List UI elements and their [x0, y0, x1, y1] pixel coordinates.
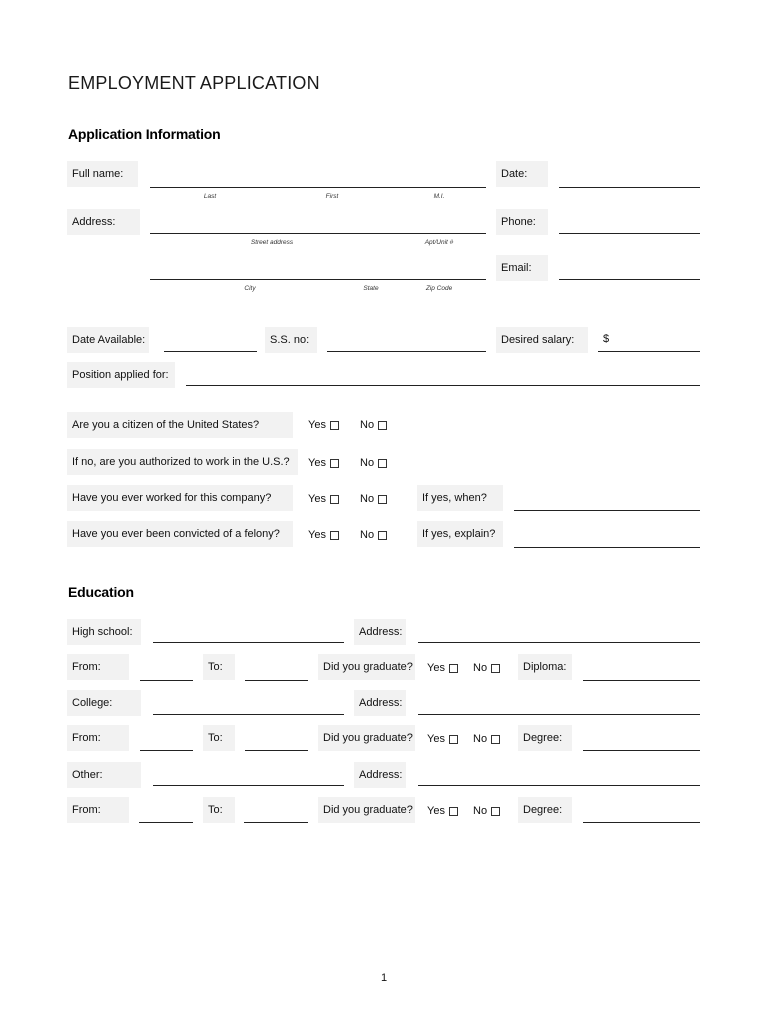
worked-here-question: Have you ever worked for this company?	[67, 485, 293, 511]
high-school-graduate-label: Did you graduate?	[318, 654, 415, 680]
other-graduate-label: Did you graduate?	[318, 797, 415, 823]
other-address-label: Address:	[354, 762, 406, 788]
page-title: EMPLOYMENT APPLICATION	[68, 73, 320, 93]
full-name-field[interactable]	[150, 187, 486, 188]
other-address-field[interactable]	[418, 785, 700, 786]
other-graduate-no[interactable]	[473, 804, 500, 818]
no-text: No	[360, 457, 375, 469]
other-from-label: From:	[67, 797, 129, 823]
yes-text: Yes	[308, 457, 326, 469]
date-available-field[interactable]	[164, 351, 257, 352]
desired-salary-field[interactable]	[598, 351, 700, 352]
no-text: No	[360, 529, 375, 541]
no-text: No	[473, 733, 488, 745]
city-caption: City	[244, 285, 256, 292]
currency-symbol: $	[603, 333, 610, 345]
ssn-field[interactable]	[327, 351, 486, 352]
full-name-label: Full name:	[67, 161, 138, 187]
yes-text: Yes	[308, 493, 326, 505]
checkbox-icon[interactable]	[330, 531, 339, 540]
felony-question: Have you ever been convicted of a felony?	[67, 521, 293, 547]
date-label: Date:	[496, 161, 548, 187]
high-school-to-field[interactable]	[245, 680, 308, 681]
other-school-label: Other:	[67, 762, 141, 788]
state-caption: State	[363, 285, 379, 292]
other-to-label: To:	[203, 797, 235, 823]
college-address-field[interactable]	[418, 714, 700, 715]
worked-no-option[interactable]	[360, 492, 387, 506]
checkbox-icon[interactable]	[449, 664, 458, 673]
checkbox-icon[interactable]	[491, 735, 500, 744]
college-graduate-no[interactable]	[473, 732, 500, 746]
citizen-yes-option[interactable]	[308, 418, 339, 432]
page-number: 1	[380, 972, 388, 984]
checkbox-icon[interactable]	[378, 495, 387, 504]
checkbox-icon[interactable]	[378, 459, 387, 468]
section-title-education: Education	[68, 584, 134, 600]
last-name-caption: Last	[203, 193, 217, 200]
college-field[interactable]	[153, 714, 344, 715]
felony-no-option[interactable]	[360, 528, 387, 542]
college-graduate-yes[interactable]	[427, 732, 458, 746]
no-text: No	[360, 493, 375, 505]
authorized-yes-option[interactable]	[308, 456, 339, 470]
street-address-field[interactable]	[150, 233, 486, 234]
diploma-label: Diploma:	[518, 654, 572, 680]
college-to-field[interactable]	[245, 750, 308, 751]
if-yes-when-field[interactable]	[514, 510, 700, 511]
worked-yes-option[interactable]	[308, 492, 339, 506]
checkbox-icon[interactable]	[378, 531, 387, 540]
section-title-application: Application Information	[68, 126, 221, 142]
other-school-field[interactable]	[153, 785, 344, 786]
position-label: Position applied for:	[67, 362, 175, 388]
yes-text: Yes	[427, 733, 445, 745]
date-available-label: Date Available:	[67, 327, 149, 353]
position-field[interactable]	[186, 385, 700, 386]
first-name-caption: First	[325, 193, 339, 200]
checkbox-icon[interactable]	[449, 807, 458, 816]
apt-unit-caption: Apt/Unit #	[424, 239, 454, 246]
college-from-field[interactable]	[140, 750, 193, 751]
phone-field[interactable]	[559, 233, 700, 234]
high-school-graduate-yes[interactable]	[427, 661, 458, 675]
no-text: No	[473, 662, 488, 674]
checkbox-icon[interactable]	[491, 807, 500, 816]
checkbox-icon[interactable]	[330, 495, 339, 504]
felony-yes-option[interactable]	[308, 528, 339, 542]
address-label: Address:	[67, 209, 140, 235]
authorized-no-option[interactable]	[360, 456, 387, 470]
yes-text: Yes	[427, 805, 445, 817]
citizen-question: Are you a citizen of the United States?	[67, 412, 293, 438]
authorized-question: If no, are you authorized to work in the U.S.?	[67, 449, 298, 475]
other-from-field[interactable]	[139, 822, 193, 823]
college-degree-field[interactable]	[583, 750, 700, 751]
college-to-label: To:	[203, 725, 235, 751]
high-school-from-label: From:	[67, 654, 129, 680]
ssn-label: S.S. no:	[265, 327, 317, 353]
high-school-label: High school:	[67, 619, 141, 645]
street-address-caption: Street address	[250, 239, 294, 246]
other-to-field[interactable]	[244, 822, 308, 823]
city-state-zip-field[interactable]	[150, 279, 486, 280]
citizen-no-option[interactable]	[360, 418, 387, 432]
checkbox-icon[interactable]	[330, 421, 339, 430]
date-field[interactable]	[559, 187, 700, 188]
no-text: No	[473, 805, 488, 817]
college-graduate-label: Did you graduate?	[318, 725, 415, 751]
middle-initial-caption: M.I.	[433, 193, 445, 200]
no-text: No	[360, 419, 375, 431]
if-yes-explain-field[interactable]	[514, 547, 700, 548]
high-school-field[interactable]	[153, 642, 344, 643]
desired-salary-label: Desired salary:	[496, 327, 588, 353]
yes-text: Yes	[427, 662, 445, 674]
checkbox-icon[interactable]	[330, 459, 339, 468]
checkbox-icon[interactable]	[378, 421, 387, 430]
email-field[interactable]	[559, 279, 700, 280]
checkbox-icon[interactable]	[449, 735, 458, 744]
high-school-graduate-no[interactable]	[473, 661, 500, 675]
checkbox-icon[interactable]	[491, 664, 500, 673]
diploma-field[interactable]	[583, 680, 700, 681]
yes-text: Yes	[308, 419, 326, 431]
high-school-from-field[interactable]	[140, 680, 193, 681]
other-graduate-yes[interactable]	[427, 804, 458, 818]
high-school-to-label: To:	[203, 654, 235, 680]
other-degree-label: Degree:	[518, 797, 572, 823]
college-degree-label: Degree:	[518, 725, 572, 751]
yes-text: Yes	[308, 529, 326, 541]
other-degree-field[interactable]	[583, 822, 700, 823]
high-school-address-field[interactable]	[418, 642, 700, 643]
high-school-address-label: Address:	[354, 619, 406, 645]
phone-label: Phone:	[496, 209, 548, 235]
college-address-label: Address:	[354, 690, 406, 716]
if-yes-when-label: If yes, when?	[417, 485, 503, 511]
college-from-label: From:	[67, 725, 129, 751]
college-label: College:	[67, 690, 141, 716]
if-yes-explain-label: If yes, explain?	[417, 521, 503, 547]
email-label: Email:	[496, 255, 548, 281]
zip-code-caption: Zip Code	[425, 285, 453, 292]
